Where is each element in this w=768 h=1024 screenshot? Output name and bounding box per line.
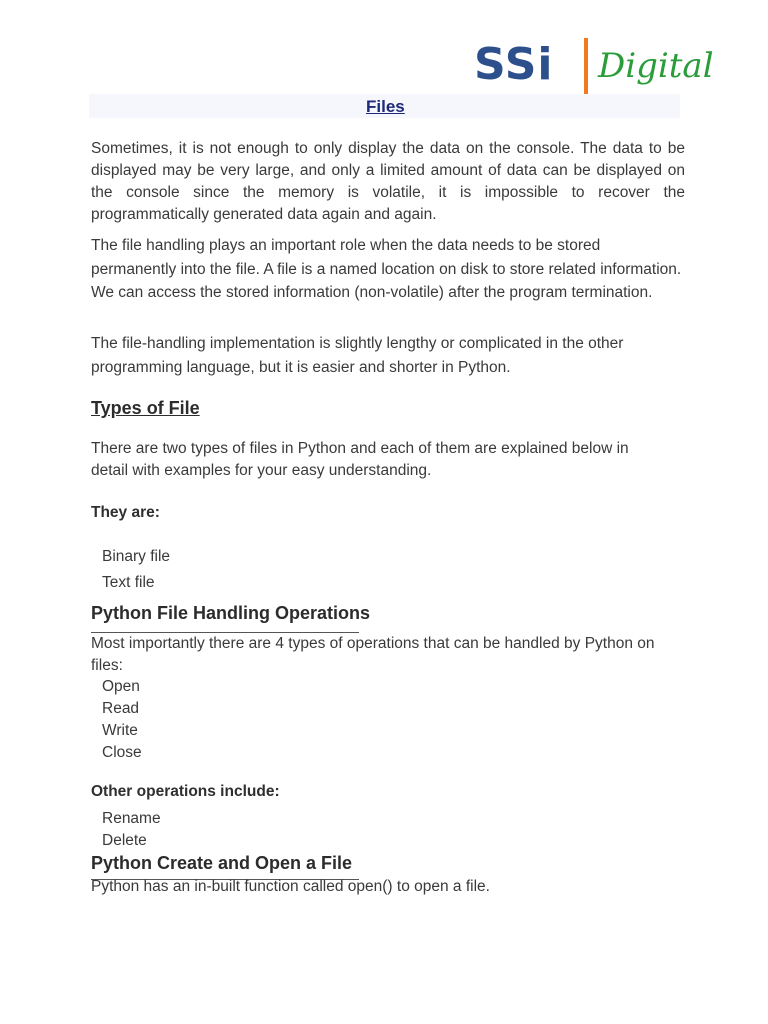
other-operations-label: Other operations include: (91, 783, 280, 800)
list-item-open: Open (102, 678, 140, 695)
operations-heading: Python File Handling Operations (91, 603, 371, 623)
page-title: Files (366, 97, 405, 116)
operations-description: Most importantly there are 4 types of operations that can be handled by Python on files: (91, 635, 655, 674)
list-item-read: Read (102, 700, 140, 717)
list-item-text-file: Text file (102, 574, 155, 591)
ssi-digital-logo (474, 36, 714, 98)
list-item-write: Write (102, 722, 138, 739)
logo-divider (584, 38, 588, 96)
intro-paragraph-3: The file-handling implementation is slightly lengthy or complicated in the other programming language, but it is easier and shorter in Python. (91, 335, 624, 376)
logo-text-digital: Digital (598, 46, 714, 86)
create-heading: Python Create and Open a File (91, 853, 353, 873)
intro-paragraph-2: The file handling plays an important role when the data needs to be stored permanently into the file. A file is a named location on disk to store related information. We can access the stored information (non-volatile) after the program termination. (91, 237, 682, 301)
they-are-label: They are: (91, 504, 160, 521)
intro-paragraph-1: Sometimes, it is not enough to only display the data on the console. The data to be displayed may be very large, and only a limited amount of data can be displayed on the console since the memory is volatile, it is impossible to recover the programmatically generated data again and again. (91, 140, 685, 223)
create-description: Python has an in-built function called open() to open a file. (91, 878, 490, 895)
types-heading: Types of File (91, 398, 200, 418)
list-item-rename: Rename (102, 810, 161, 827)
types-description: There are two types of files in Python and each of them are explained below in detail with examples for your easy understanding. (91, 440, 629, 479)
logo-text-ssi: SSi (474, 39, 554, 90)
list-item-binary-file: Binary file (102, 548, 171, 565)
list-item-delete: Delete (102, 832, 147, 849)
list-item-close: Close (102, 744, 142, 761)
